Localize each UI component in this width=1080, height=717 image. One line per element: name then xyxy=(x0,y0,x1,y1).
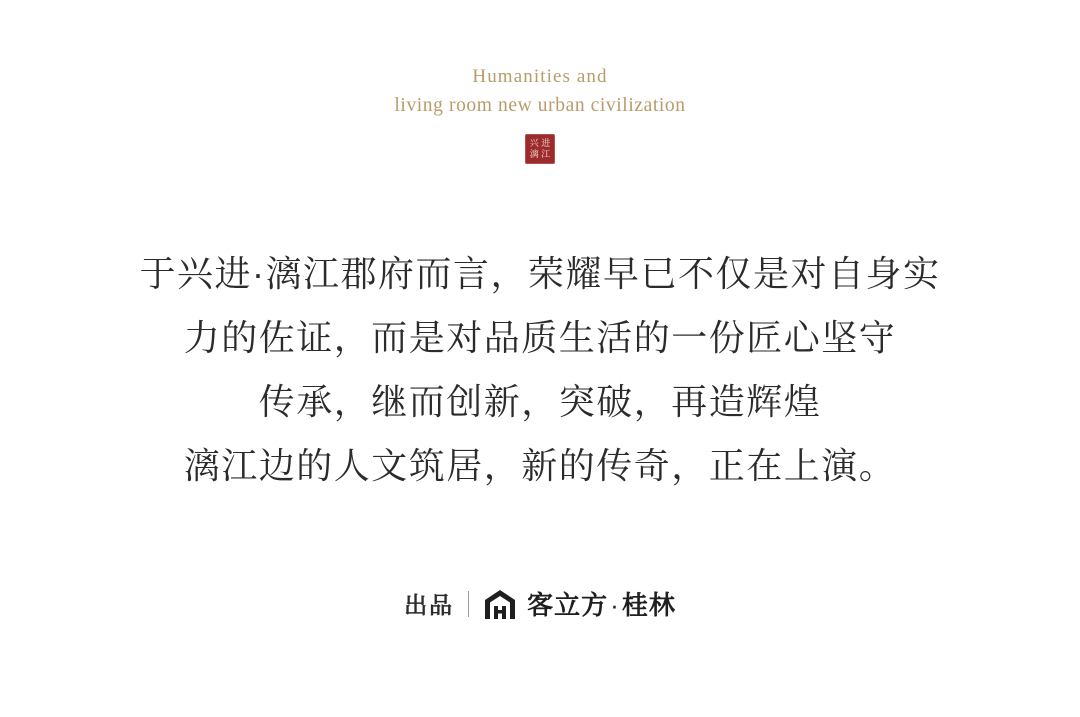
seal-char-2: 进 xyxy=(541,137,551,148)
seal-character-grid xyxy=(529,138,551,160)
seal-char-1: 兴 xyxy=(529,137,539,148)
house-monogram-logo-icon xyxy=(483,588,517,620)
body-line-3: 传承，继而创新，突破，再造辉煌 xyxy=(258,380,822,422)
brand-city: 桂林 xyxy=(621,590,676,620)
body-line-1: 于兴进·漓江郡府而言，荣耀早已不仅是对自身实 xyxy=(139,252,941,294)
brand-text: 客立方 xyxy=(527,590,609,620)
header-block xyxy=(394,62,685,122)
footer-divider xyxy=(468,591,469,617)
footer-brand-bar xyxy=(0,585,1080,622)
red-seal-stamp-icon xyxy=(525,134,555,164)
footer-brand-name xyxy=(527,585,676,622)
body-line-4: 漓江边的人文筑居，新的传奇，正在上演。 xyxy=(183,444,897,486)
body-line-2: 力的佐证，而是对品质生活的一份匠心坚守 xyxy=(183,316,897,358)
seal-container xyxy=(525,134,555,164)
footer-prefix-label: 出品 xyxy=(404,592,455,618)
header-line-2: living room new urban civilization xyxy=(394,95,686,117)
seal-char-4: 江 xyxy=(541,149,551,160)
brand-separator: · xyxy=(610,590,620,620)
seal-char-3: 漓 xyxy=(529,149,539,160)
header-line-1: Humanities and xyxy=(472,66,608,87)
body-copy xyxy=(60,242,1020,498)
